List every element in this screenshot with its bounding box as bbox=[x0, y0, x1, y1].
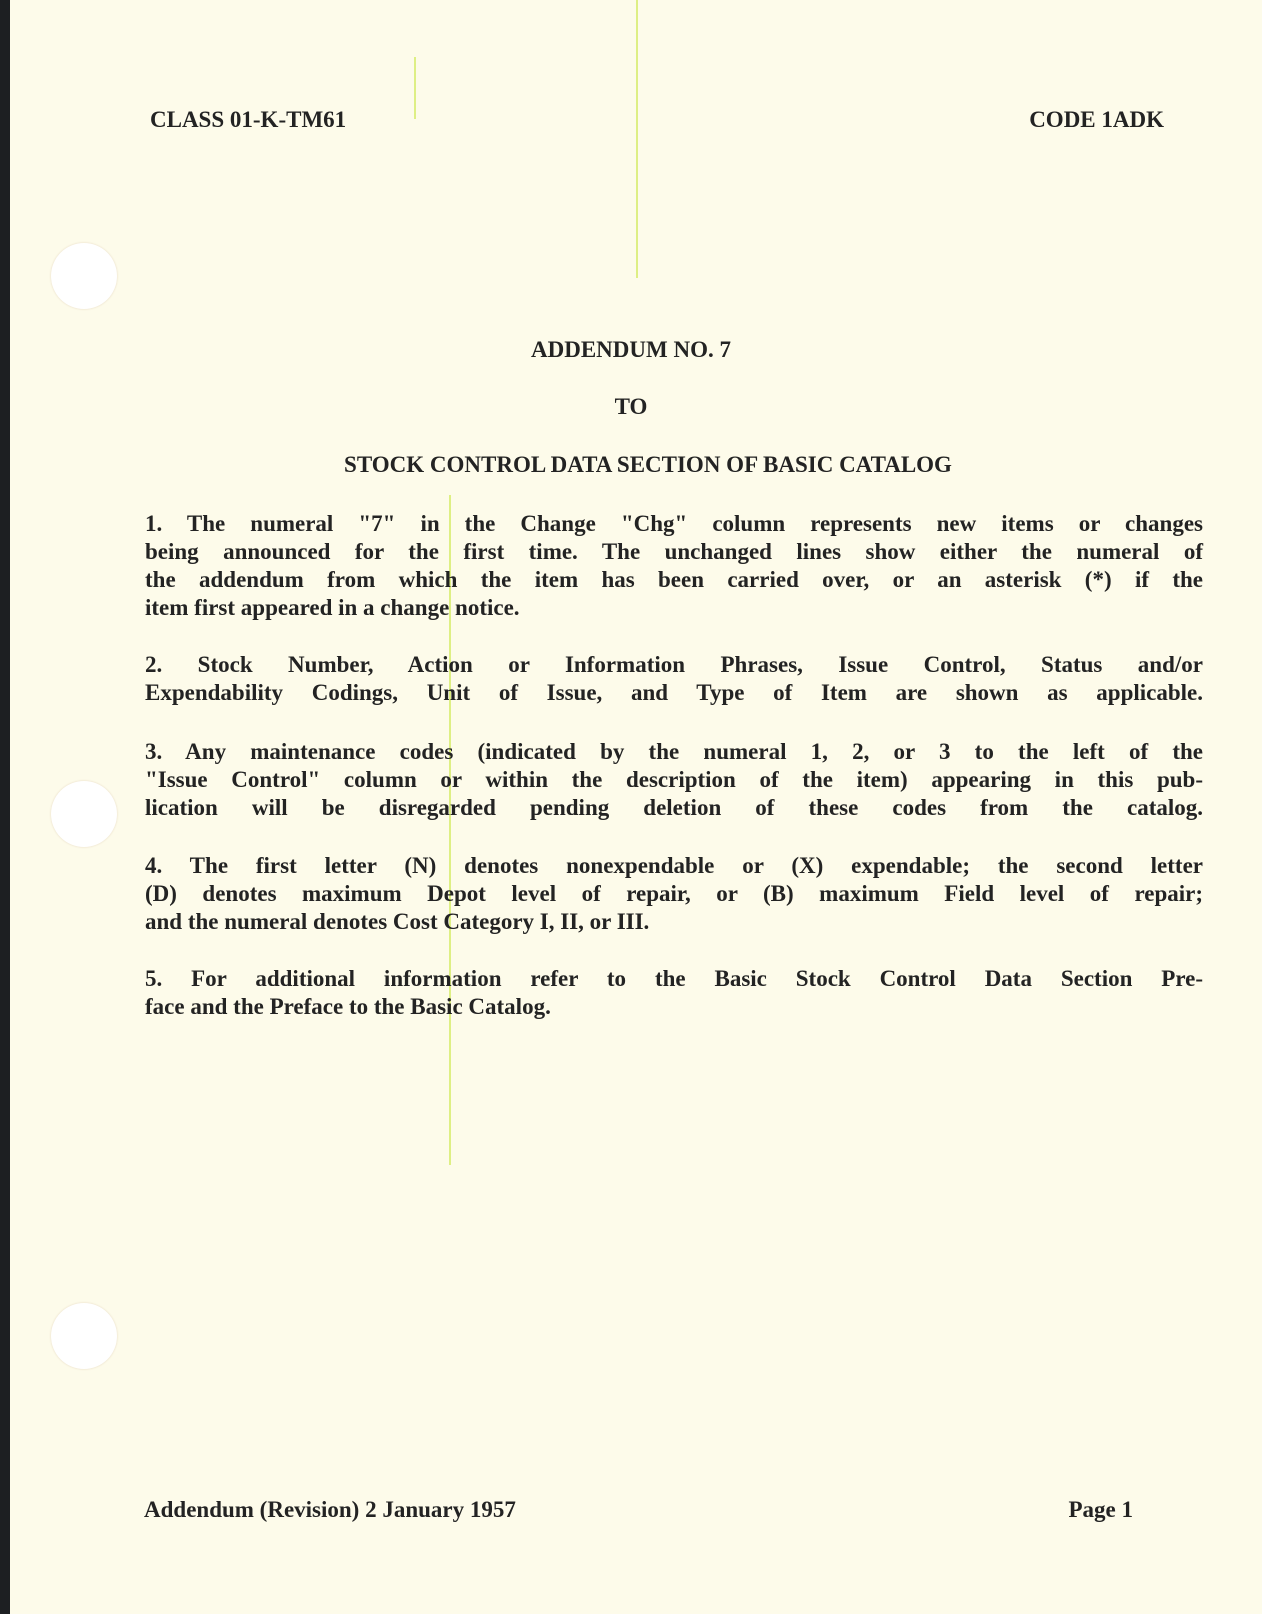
paragraph-3 bbox=[145, 738, 1203, 822]
punch-hole bbox=[51, 243, 117, 309]
title-addendum: ADDENDUM NO. 7 bbox=[531, 337, 731, 362]
paragraph-4 bbox=[145, 852, 1203, 936]
title-section: STOCK CONTROL DATA SECTION OF BASIC CATALOG bbox=[344, 452, 952, 477]
paragraph-5 bbox=[145, 965, 1203, 1021]
footer-date: Addendum (Revision) 2 January 1957 bbox=[144, 1497, 516, 1522]
scan-artifact-line bbox=[414, 57, 416, 119]
paragraph-line: being announced for the first time. The unchanged lines show either the numeral of bbox=[145, 539, 1203, 564]
page-number: Page 1 bbox=[1068, 1497, 1133, 1522]
paragraph-line: "Issue Control" column or within the description of the item) appearing in this pub- bbox=[145, 767, 1203, 792]
title-to: TO bbox=[614, 394, 648, 419]
paragraph-line: lication will be disregarded pending deletion of these codes from the catalog. bbox=[145, 795, 1203, 820]
punch-hole bbox=[51, 781, 117, 847]
scan-artifact-line bbox=[636, 0, 638, 278]
class-label: CLASS 01-K-TM61 bbox=[150, 107, 347, 132]
paragraph-line: 3. Any maintenance codes (indicated by the numeral 1, 2, or 3 to the left of the bbox=[145, 739, 1203, 764]
punch-hole bbox=[51, 1303, 117, 1369]
paragraph-line: 5. For additional information refer to the Basic Stock Control Data Section Pre- bbox=[145, 966, 1203, 991]
paragraph-line: and the numeral denotes Cost Category I, II, or III. bbox=[145, 909, 650, 934]
paragraph-line: item first appeared in a change notice. bbox=[145, 595, 520, 620]
paragraph-line: 1. The numeral "7" in the Change "Chg" column represents new items or changes bbox=[145, 511, 1203, 536]
paragraph-1 bbox=[145, 510, 1203, 622]
paragraph-line: (D) denotes maximum Depot level of repair, or (B) maximum Field level of repair; bbox=[145, 881, 1203, 906]
paragraph-line: 2. Stock Number, Action or Information Phrases, Issue Control, Status and/or bbox=[145, 652, 1203, 677]
paragraph-line: 4. The first letter (N) denotes nonexpendable or (X) expendable; the second letter bbox=[145, 853, 1203, 878]
paragraph-line: the addendum from which the item has been carried over, or an asterisk (*) if the bbox=[145, 567, 1203, 592]
code-label: CODE 1ADK bbox=[1029, 107, 1164, 132]
scan-edge bbox=[0, 0, 10, 1614]
paragraph-2 bbox=[145, 651, 1203, 707]
paragraph-line: Expendability Codings, Unit of Issue, and Type of Item are shown as applicable. bbox=[145, 680, 1203, 705]
paragraph-line: face and the Preface to the Basic Catalog. bbox=[145, 994, 551, 1019]
